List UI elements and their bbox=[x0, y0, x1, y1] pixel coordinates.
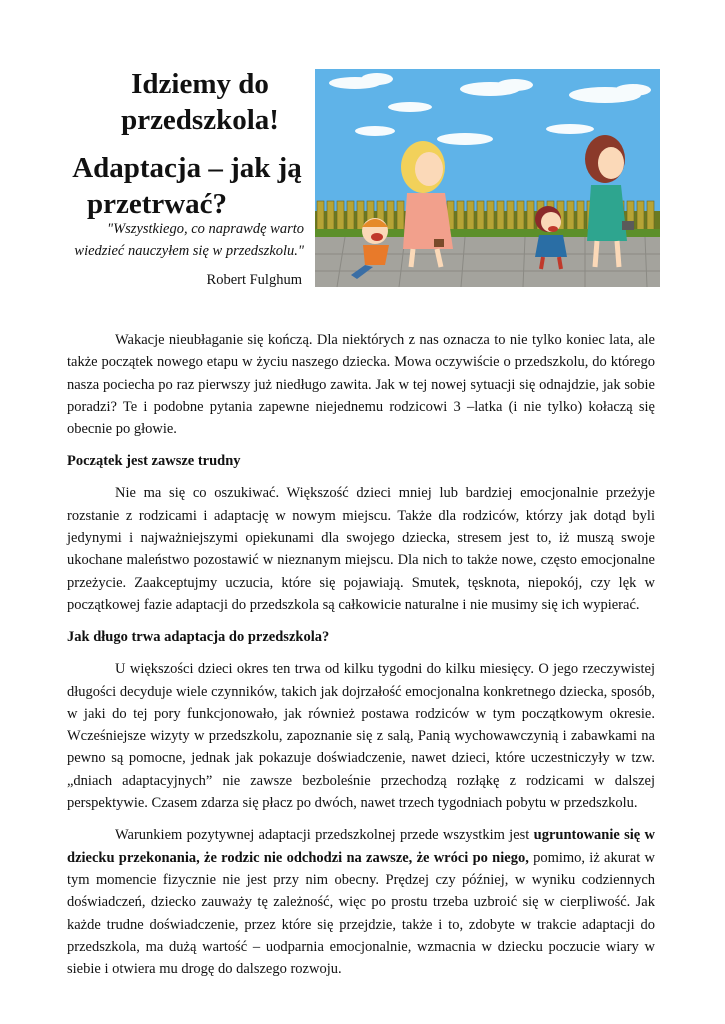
quote-line-2: wiedzieć nauczyłem się w przedszkolu." bbox=[74, 243, 304, 259]
section-heading-1: Początek jest zawsze trudny bbox=[67, 453, 241, 470]
quote-author: Robert Fulghum bbox=[206, 272, 302, 288]
subtitle-line-2: przetrwać? bbox=[86, 188, 228, 220]
section-heading-2: Jak długo trwa adaptacja do przedszkola? bbox=[67, 629, 330, 646]
page-title bbox=[85, 66, 315, 138]
subtitle-line-1: Adaptacja – jak ją bbox=[72, 152, 302, 184]
paragraph-condition bbox=[67, 824, 655, 980]
paragraph-beginning: Nie ma się co oszukiwać. Większość dzieci mniej lub bardziej emocjonalnie przeżyje rozstanie z rodzicami i adaptację w nowym miejscu. Także dla rodziców, którzy jak dotąd byli jedynymi i najważniejszymi opiekunami dla swojego dziecka, stresem jest to, iż muszą swoje ukochane maleństwo pozostawić w nieznanym miejscu. Dla nich to także nowe, często emocjonalne przeżycie. Zaakceptujmy uczucia, które się pojawiają. Smutek, tęsknota, niepokój, czy lęk w początkowej fazie adaptacji do przedszkola są całkowicie naturalne i nie musimy się ich wypierać. bbox=[67, 485, 655, 613]
paragraph-condition-bold: ugruntowanie się w dziecku przekonania, że rodzic nie odchodzi na zawsze, że wróci po niego, bbox=[67, 827, 655, 866]
illustration-parents-children bbox=[315, 69, 660, 287]
quote-line-1: "Wszystkiego, co naprawdę warto bbox=[107, 221, 304, 237]
title-line-2: przedszkola! bbox=[121, 104, 279, 136]
title-line-1: Idziemy do bbox=[131, 68, 269, 100]
paragraph-condition-start: Warunkiem pozytywnej adaptacji przedszkolnej przede wszystkim jest bbox=[115, 827, 534, 844]
page-subtitle bbox=[52, 150, 322, 222]
paragraph-duration: U większości dzieci okres ten trwa od kilku tygodni do kilku miesięcy. O jego rzeczywistej długości decyduje wiele czynników, takich jak dojrzałość emocjonalna konkretnego dziecka, sposób, w jaki do tej pory funkcjonowało, jak również postawa rodziców w tym początkowym okresie. Wcześniejsze wizyty w przedszkolu, zapoznanie się z salą, Panią wychowawczynią i zabawkami na pewno są pomocne, jednak jak pokazuje doświadczenie, nawet dzieci, które uczestniczyły w tzw. „dniach adaptacyjnych” nie zawsze bezboleśnie przechodzą rozłąkę z rodzicami w dalszej perspektywie. Czasem zdarza się płacz po dwóch, nawet trzech tygodniach pobytu w przedszkolu. bbox=[67, 661, 655, 812]
paragraph-intro: Wakacje nieubłaganie się kończą. Dla niektórych z nas oznacza to nie tylko koniec lata, ale także początek nowego etapu w życiu naszego dziecka. Mowa oczywiście o przedszkolu, do którego nasza pociecha po raz pierwszy już niedługo zawita. Jak w tej nowej sytuacji się odnajdzie, jak sobie poradzi? Te i podobne pytania zapewne niejednemu rodzicowi 3 –latka (i nie tylko) kołaczą się obecnie po głowie. bbox=[67, 332, 655, 438]
paragraph-condition-end: pomimo, iż akurat w tym momencie fizycznie nie jest przy nim obecny. Prędzej czy później, w wyniku codziennych doświadczeń, dziecko zauważy tę zależność, więc po prostu trzeba uzbroić się w cierpliwość. Jak każde trudne doświadczenie, przez które się przejdzie, także i to, zdobyte w trakcie adaptacji do przedszkola, ma dużą wartość – uodparnia emocjonalnie, wzmacnia w dziecku poczucie wiary w siebie i otwiera mu drogę do dalszego rozwoju. bbox=[67, 849, 655, 978]
article-body bbox=[67, 329, 655, 990]
epigraph-quote bbox=[48, 218, 304, 262]
